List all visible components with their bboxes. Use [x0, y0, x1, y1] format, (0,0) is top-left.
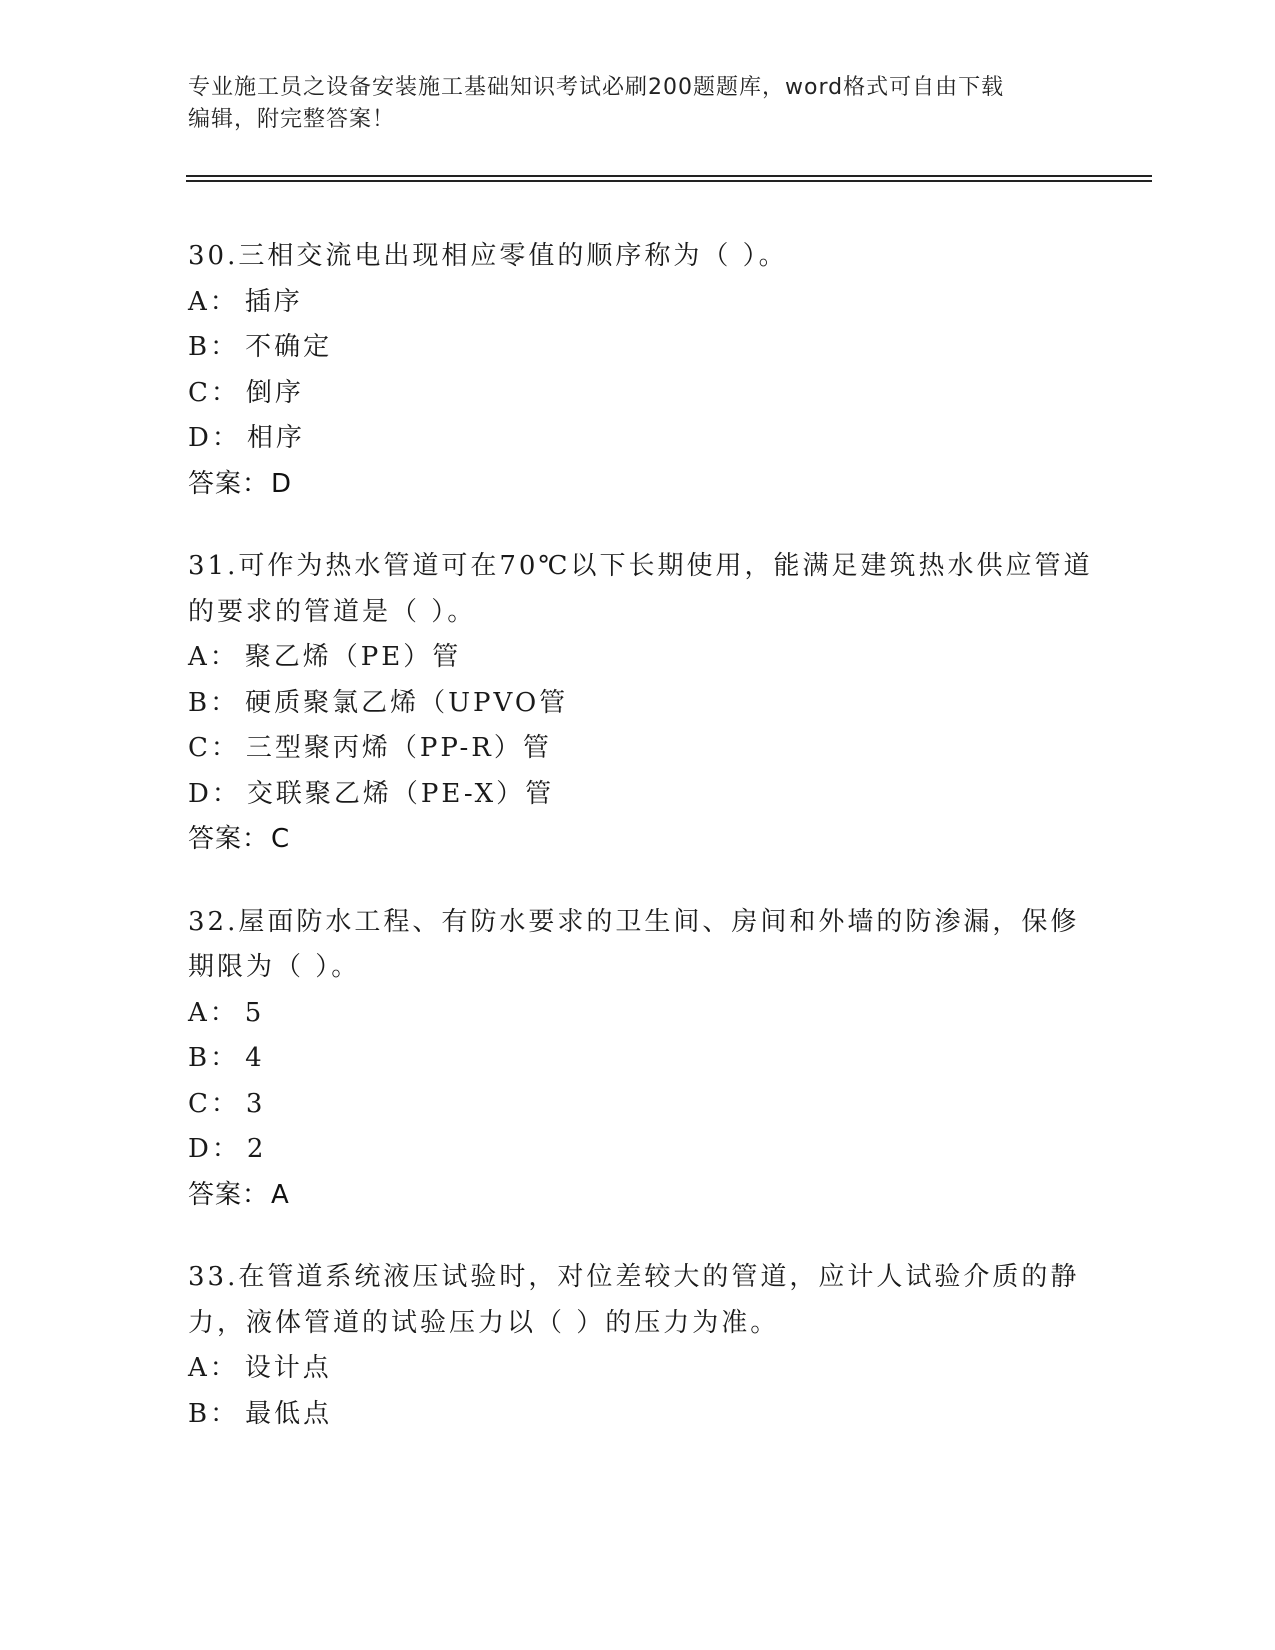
option-text: 设计点 [244, 1353, 332, 1383]
option-d [188, 1127, 1088, 1173]
answer-line [188, 462, 1088, 508]
question-list [188, 234, 1093, 1474]
answer-value: A [271, 1179, 290, 1210]
option-text: 聚乙烯（PE）管 [244, 642, 462, 672]
answer-label: 答案： [188, 824, 270, 854]
option-c [188, 1082, 1088, 1128]
option-text: 相序 [246, 423, 305, 453]
header-divider-top [186, 175, 1152, 177]
option-text: 三型聚丙烯（PP-R）管 [245, 733, 552, 763]
question-30 [188, 234, 1088, 507]
option-text: 4 [245, 1043, 265, 1073]
question-31 [188, 544, 1093, 863]
option-c [188, 371, 1088, 417]
option-key: B： [188, 1043, 240, 1073]
document-header [188, 72, 1088, 136]
option-text: 3 [245, 1088, 266, 1119]
question-stem-line: 32.屋面防水工程、有防水要求的卫生间、房间和外墙的防渗漏，保修 [188, 906, 1080, 937]
option-key: A： [188, 286, 239, 317]
option-key: C： [188, 733, 240, 763]
question-33 [188, 1255, 1088, 1437]
option-key: B： [188, 1398, 240, 1429]
option-d [188, 416, 1088, 462]
option-b [188, 681, 1088, 727]
answer-label: 答案： [188, 1179, 270, 1210]
question-stem-line: 30.三相交流电出现相应零值的顺序称为（ ）。 [188, 241, 788, 271]
header-line-2: 编辑，附完整答案！ [188, 107, 396, 132]
question-stem-line: 33.在管道系统液压试验时，对位差较大的管道，应计人试验介质的静 [188, 1262, 1080, 1292]
option-a [188, 635, 1088, 681]
question-stem-line: 31.可作为热水管道可在70℃以下长期使用，能满足建筑热水供应管道 [188, 551, 1093, 581]
option-b [188, 1392, 1088, 1438]
question-stem-line: 的要求的管道是（ ）。 [188, 596, 477, 627]
option-key: C： [188, 377, 240, 408]
question-stem-line: 力，液体管道的试验压力以（ ）的压力为准。 [188, 1307, 780, 1338]
option-b [188, 1036, 1088, 1082]
answer-line [188, 817, 1088, 863]
option-key: A： [188, 997, 239, 1028]
option-key: A： [188, 1353, 239, 1383]
answer-label: 答案： [188, 468, 270, 499]
option-a [188, 280, 1088, 326]
option-text: 硬质聚氯乙烯（UPVO管 [245, 687, 569, 718]
option-key: D： [188, 778, 241, 809]
option-key: D： [188, 423, 241, 453]
option-text: 5 [244, 997, 265, 1028]
option-b [188, 325, 1088, 371]
option-key: A： [188, 642, 239, 672]
header-divider-bottom [186, 180, 1152, 182]
option-key: B： [188, 687, 240, 718]
answer-value: C [271, 824, 291, 854]
option-a [188, 991, 1088, 1037]
option-text: 倒序 [245, 377, 304, 408]
answer-line [188, 1173, 1088, 1219]
answer-value: D [271, 468, 293, 499]
option-text: 交联聚乙烯（PE-X）管 [246, 778, 555, 809]
option-a [188, 1346, 1088, 1392]
question-32 [188, 900, 1088, 1219]
option-key: C： [188, 1088, 240, 1119]
option-text: 插序 [244, 286, 303, 317]
header-line-1: 专业施工员之设备安装施工基础知识考试必刷200题题库，word格式可自由下载 [188, 75, 1005, 100]
option-text: 最低点 [245, 1398, 333, 1429]
option-text: 2 [246, 1134, 267, 1164]
question-stem-line: 期限为（ ）。 [188, 952, 361, 982]
option-c [188, 726, 1088, 772]
option-key: D： [188, 1134, 241, 1164]
option-key: B： [188, 332, 240, 362]
option-d [188, 772, 1088, 818]
option-text: 不确定 [245, 332, 333, 362]
